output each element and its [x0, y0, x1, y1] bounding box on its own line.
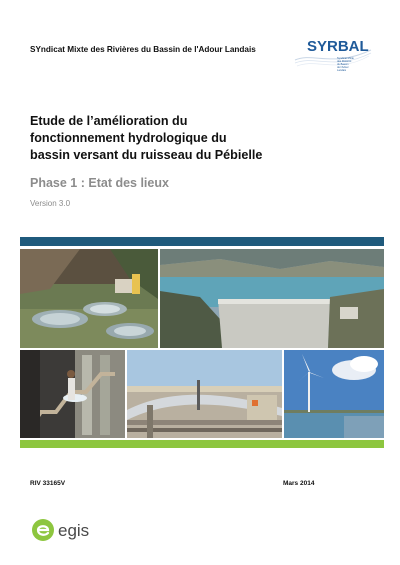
photo-dam-reservoir [160, 249, 384, 348]
top-color-band [20, 237, 384, 246]
title-line: Etude de l’amélioration du [30, 114, 188, 128]
svg-text:des Rivières: des Rivières [337, 60, 352, 63]
photo-treatment-plant [20, 249, 158, 348]
photo-wind-turbine [284, 350, 384, 438]
version-label: Version 3.0 [30, 199, 71, 208]
document-date: Mars 2014 [283, 480, 315, 487]
svg-text:Landais: Landais [337, 69, 347, 72]
svg-text:du Bassin: du Bassin [337, 63, 349, 66]
bottom-color-band [20, 440, 384, 448]
photo-industrial-pipes [127, 350, 282, 438]
document-reference: RIV 33165V [30, 480, 66, 487]
title-line: fonctionnement hydrologique du [30, 131, 227, 145]
egis-logo [30, 515, 110, 545]
svg-text:Syndicat Mixte: Syndicat Mixte [337, 57, 354, 60]
organization-name: SYndicat Mixte des Rivières du Bassin de l'Adour Landais [30, 45, 256, 54]
svg-text:de l'Adour: de l'Adour [337, 66, 349, 69]
title-line: bassin versant du ruisseau du Pébielle [30, 148, 263, 162]
photo-staircase [20, 350, 125, 438]
phase-label: Phase 1 : Etat des lieux [30, 176, 169, 190]
syrbal-logo [293, 30, 373, 78]
document-title [30, 113, 290, 164]
egis-logo-text: egis [58, 521, 90, 540]
syrbal-logo-text: SYRBAL [307, 38, 369, 55]
